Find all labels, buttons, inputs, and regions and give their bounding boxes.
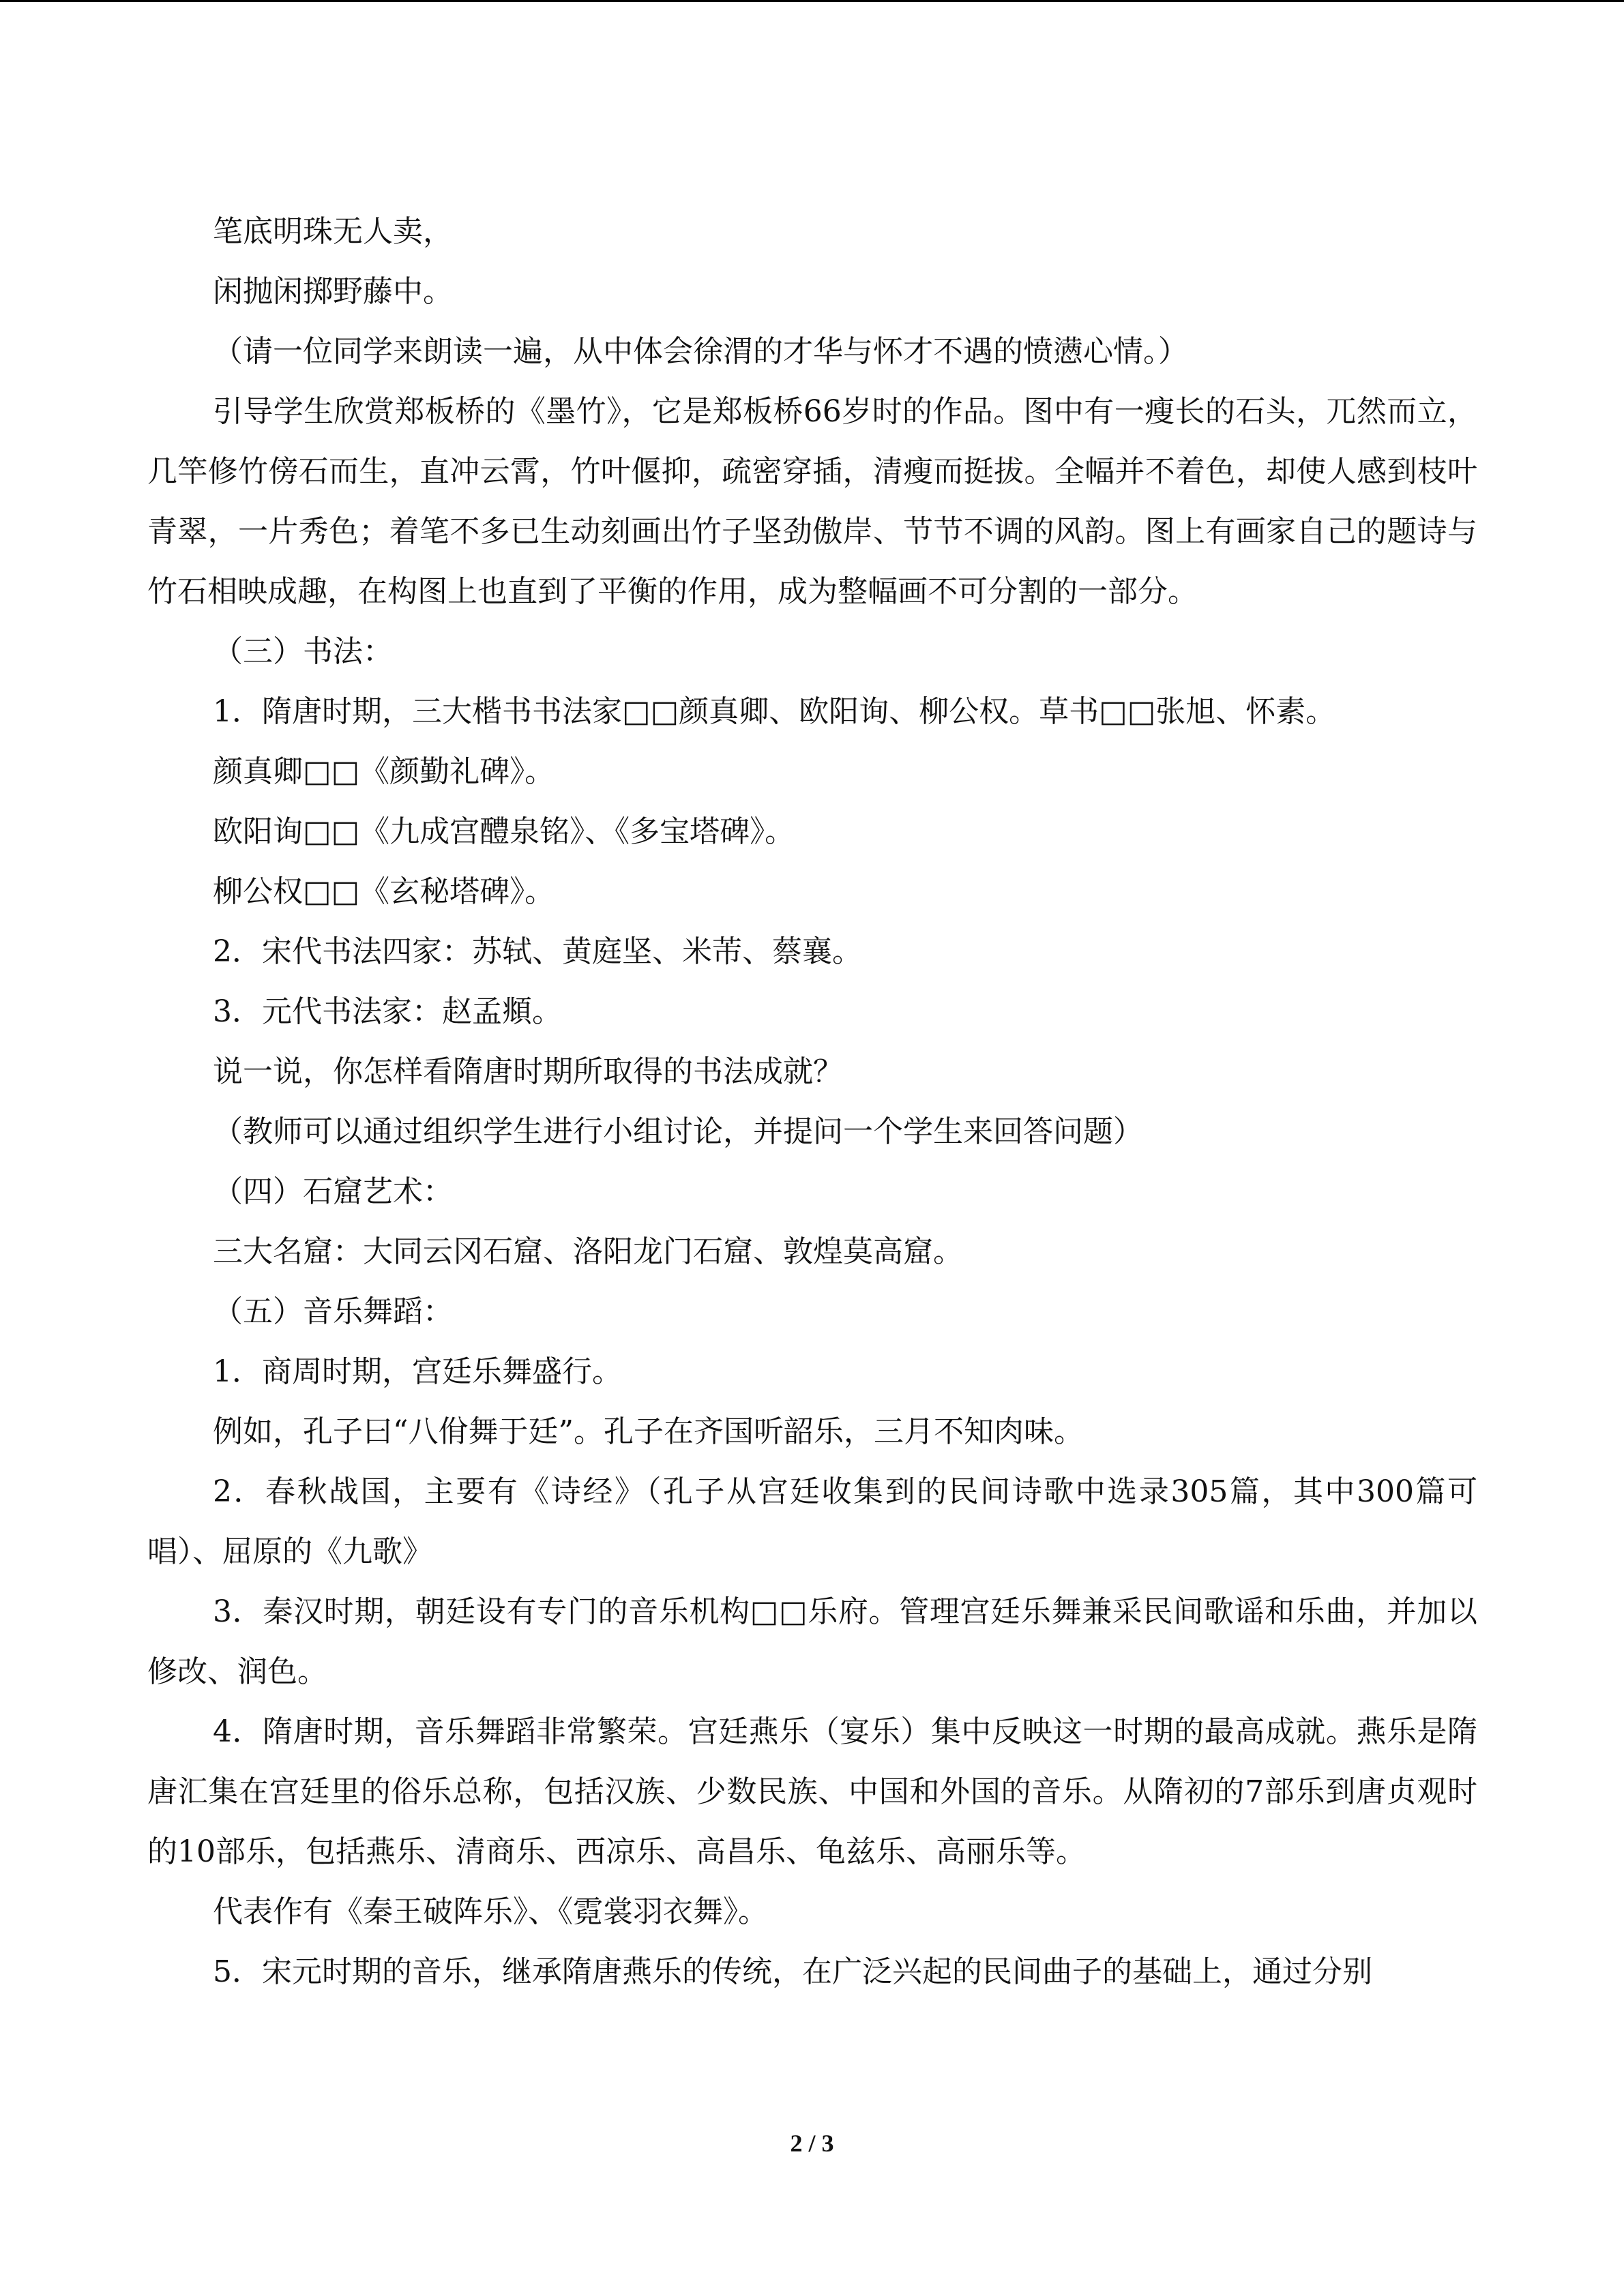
poem-line-2: 闲抛闲掷野藤中。 (213, 274, 453, 309)
list-item-sui-tang-music: 4．隋唐时期，音乐舞蹈非常繁荣。宫廷燕乐（宴乐）集中反映这一时期的最高成就。燕乐是隋唐汇集在宫廷里的俗乐总称，包括汉族、少数民族、中国和外国的音乐。从隋初的7部乐到唐贞观时的10部乐，包括燕乐、清商乐、西凉乐、高昌乐、龟兹乐、高丽乐等。 (147, 1714, 1477, 1869)
paragraph-zheng-banqiao: 引导学生欣赏郑板桥的《墨竹》，它是郑板桥66岁时的作品。图中有一瘦长的石头，兀然而立，几竿修竹傍石而生，直冲云霄，竹叶偃抑，疏密穿插，清瘦而挺拔。全幅并不着色，却使人感到枝叶青翠，一片秀色；着笔不多已生动刻画出竹子坚劲傲岸、节节不调的风韵。图上有画家自己的题诗与竹石相映成趣，在构图上也直到了平衡的作用，成为整幅画不可分割的一部分。 (147, 394, 1477, 609)
list-item-song-four-masters: 2．宋代书法四家：苏轼、黄庭坚、米芾、蔡襄。 (213, 934, 862, 969)
section-heading-calligraphy: （三）书法： (213, 634, 393, 669)
page-top-border (0, 0, 1624, 2)
document-body (147, 202, 1477, 2002)
calligraphy-liu-gongquan: 柳公权□□《玄秘塔碑》。 (213, 874, 555, 909)
discussion-question: 说一说，你怎样看隋唐时期所取得的书法成就？ (213, 1054, 843, 1089)
calligraphy-yan-zhenqing: 颜真卿□□《颜勤礼碑》。 (213, 754, 555, 789)
list-item-shang-zhou: 1．商周时期，宫廷乐舞盛行。 (213, 1354, 622, 1389)
section-heading-grottoes: （四）石窟艺术： (213, 1174, 453, 1209)
list-item-spring-autumn: 2．春秋战国，主要有《诗经》（孔子从宫廷收集到的民间诗歌中选录305篇，其中300篇可唱）、屈原的《九歌》 (147, 1474, 1477, 1569)
list-item-song-yuan-music: 5．宋元时期的音乐，继承隋唐燕乐的传统，在广泛兴起的民间曲子的基础上，通过分别 (213, 1954, 1372, 1989)
page-number: 2 / 3 (790, 2130, 834, 2157)
instruction-read-aloud: （请一位同学来朗读一遍，从中体会徐渭的才华与怀才不遇的愤懑心情。） (213, 334, 1188, 369)
section-heading-music-dance: （五）音乐舞蹈： (213, 1294, 453, 1329)
list-item-sui-tang-calligraphers: 1．隋唐时期，三大楷书书法家□□颜真卿、欧阳询、柳公权。草书□□张旭、怀素。 (213, 694, 1336, 729)
example-confucius: 例如，孔子曰“八佾舞于廷”。孔子在齐国听韶乐，三月不知肉味。 (213, 1414, 1084, 1449)
calligraphy-ouyang-xun: 欧阳询□□《九成宫醴泉铭》、《多宝塔碑》。 (213, 814, 795, 849)
list-item-qin-han: 3．秦汉时期，朝廷设有专门的音乐机构□□乐府。管理宫廷乐舞兼采民间歌谣和乐曲，并加以修改、润色。 (147, 1594, 1477, 1689)
representative-works: 代表作有《秦王破阵乐》、《霓裳羽衣舞》。 (213, 1894, 768, 1929)
three-great-grottoes: 三大名窟：大同云冈石窟、洛阳龙门石窟、敦煌莫高窟。 (213, 1234, 963, 1269)
teacher-note: （教师可以通过组织学生进行小组讨论，并提问一个学生来回答问题） (213, 1114, 1143, 1149)
poem-line-1: 笔底明珠无人卖， (213, 214, 453, 249)
list-item-yuan-calligrapher: 3．元代书法家：赵孟頫。 (213, 994, 562, 1029)
